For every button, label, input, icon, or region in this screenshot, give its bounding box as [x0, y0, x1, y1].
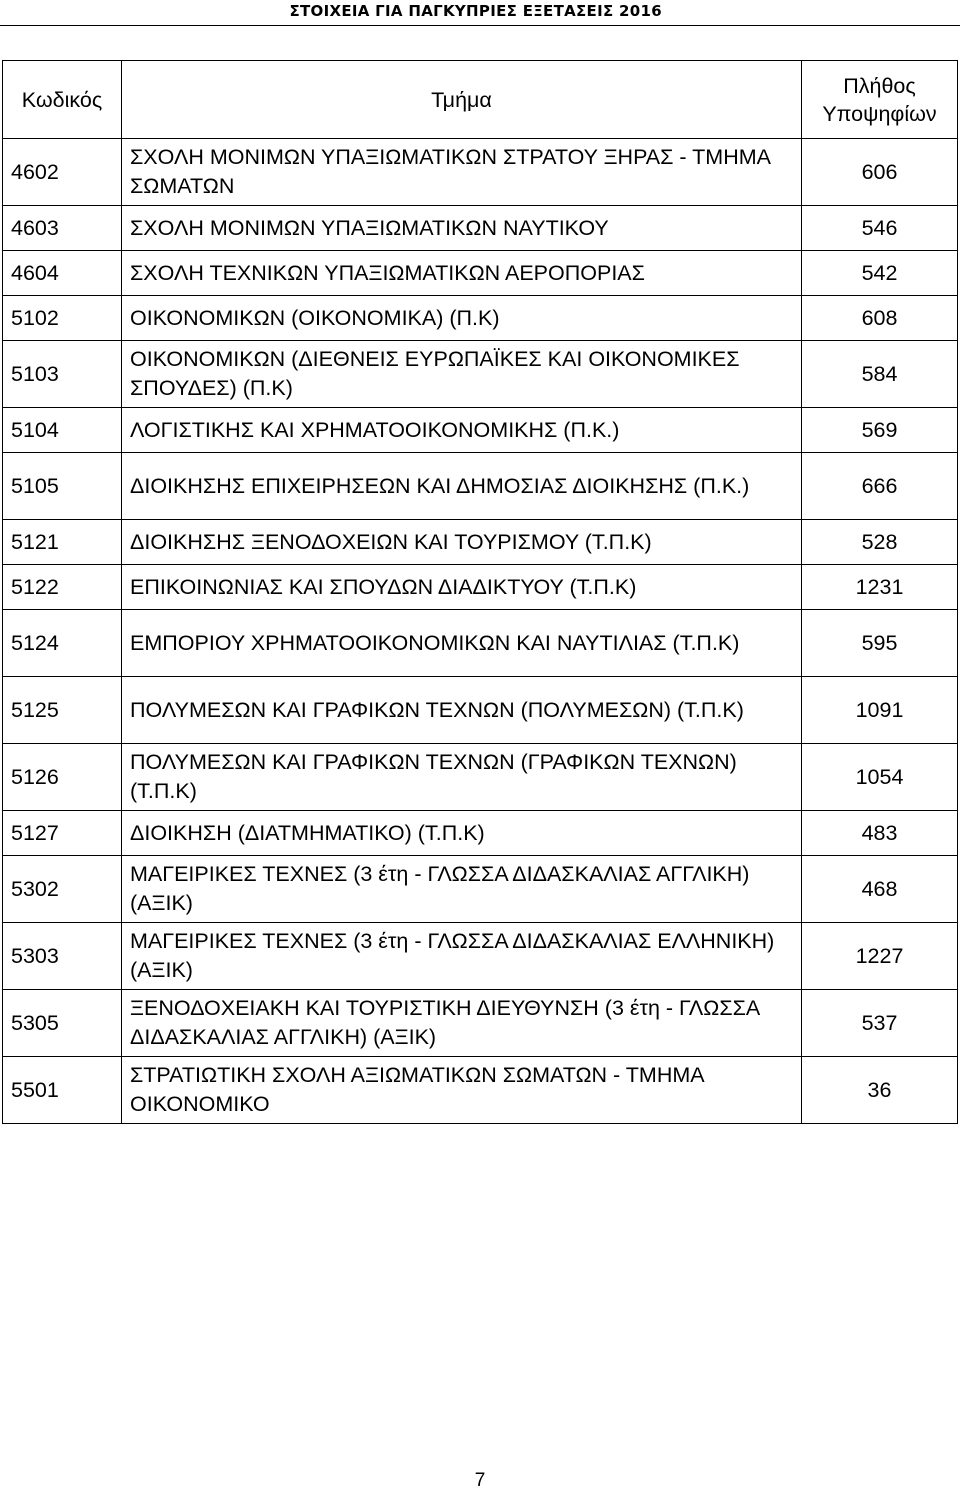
candidates-cell: 483 — [802, 811, 958, 856]
candidates-cell: 606 — [802, 139, 958, 206]
code-cell: 4602 — [3, 139, 122, 206]
table-row — [3, 341, 958, 408]
code-cell: 5125 — [3, 677, 122, 744]
code-cell: 5501 — [3, 1057, 122, 1124]
code-cell: 4604 — [3, 251, 122, 296]
candidates-cell: 666 — [802, 453, 958, 520]
header-rule — [0, 25, 960, 26]
table-row — [3, 251, 958, 296]
code-cell: 5305 — [3, 990, 122, 1057]
code-cell: 5105 — [3, 453, 122, 520]
department-cell: ΕΜΠΟΡΙΟΥ ΧΡΗΜΑΤΟΟΙΚΟΝΟΜΙΚΩΝ ΚΑΙ ΝΑΥΤΙΛΙΑΣ (Τ.Π.Κ) — [122, 610, 802, 677]
candidates-cell: 537 — [802, 990, 958, 1057]
department-cell: ΔΙΟΙΚΗΣΗΣ ΕΠΙΧΕΙΡΗΣΕΩΝ ΚΑΙ ΔΗΜΟΣΙΑΣ ΔΙΟΙΚΗΣΗΣ (Π.Κ.) — [122, 453, 802, 520]
table-row — [3, 811, 958, 856]
candidates-cell: 584 — [802, 341, 958, 408]
code-cell: 5103 — [3, 341, 122, 408]
departments-table — [2, 60, 958, 1124]
code-cell: 5124 — [3, 610, 122, 677]
page-number: 7 — [474, 1470, 486, 1491]
code-cell: 5126 — [3, 744, 122, 811]
table-row — [3, 990, 958, 1057]
table-row — [3, 744, 958, 811]
table-row — [3, 139, 958, 206]
candidates-cell: 1054 — [802, 744, 958, 811]
table-row — [3, 565, 958, 610]
candidates-cell: 468 — [802, 856, 958, 923]
table-row — [3, 206, 958, 251]
candidates-cell: 1091 — [802, 677, 958, 744]
running-header-title: ΣΤΟΙΧΕΙΑ ΓΙΑ ΠΑΓΚΥΠΡΙΕΣ ΕΞΕΤΑΣΕΙΣ 2016 — [289, 2, 662, 20]
department-cell: ΛΟΓΙΣΤΙΚΗΣ ΚΑΙ ΧΡΗΜΑΤΟΟΙΚΟΝΟΜΙΚΗΣ (Π.Κ.) — [122, 408, 802, 453]
table-row — [3, 856, 958, 923]
code-cell: 5303 — [3, 923, 122, 990]
department-cell: ΟΙΚΟΝΟΜΙΚΩΝ (ΟΙΚΟΝΟΜΙΚΑ) (Π.Κ) — [122, 296, 802, 341]
department-cell: ΔΙΟΙΚΗΣΗΣ ΞΕΝΟΔΟΧΕΙΩΝ ΚΑΙ ΤΟΥΡΙΣΜΟΥ (Τ.Π.Κ) — [122, 520, 802, 565]
department-cell: ΜΑΓΕΙΡΙΚΕΣ ΤΕΧΝΕΣ (3 έτη - ΓΛΩΣΣΑ ΔΙΔΑΣΚΑΛΙΑΣ ΕΛΛΗΝΙΚΗ) (ΑΞΙΚ) — [122, 923, 802, 990]
table-header-row — [3, 61, 958, 139]
candidates-cell: 569 — [802, 408, 958, 453]
candidates-cell: 546 — [802, 206, 958, 251]
column-header-department: Τμήμα — [122, 61, 802, 139]
table-row — [3, 610, 958, 677]
table-row — [3, 296, 958, 341]
department-cell: ΕΠΙΚΟΙΝΩΝΙΑΣ ΚΑΙ ΣΠΟΥΔΩΝ ΔΙΑΔΙΚΤΥΟΥ (Τ.Π.Κ) — [122, 565, 802, 610]
candidates-cell: 608 — [802, 296, 958, 341]
code-cell: 5121 — [3, 520, 122, 565]
table-row — [3, 408, 958, 453]
code-cell: 5127 — [3, 811, 122, 856]
table-row — [3, 923, 958, 990]
department-cell: ΣΧΟΛΗ ΤΕΧΝΙΚΩΝ ΥΠΑΞΙΩΜΑΤΙΚΩΝ ΑΕΡΟΠΟΡΙΑΣ — [122, 251, 802, 296]
candidates-cell: 1231 — [802, 565, 958, 610]
column-header-candidates: Πλήθος Υποψηφίων — [802, 61, 958, 139]
code-cell: 4603 — [3, 206, 122, 251]
candidates-cell: 36 — [802, 1057, 958, 1124]
candidates-cell: 542 — [802, 251, 958, 296]
candidates-cell: 1227 — [802, 923, 958, 990]
code-cell: 5302 — [3, 856, 122, 923]
table-row — [3, 677, 958, 744]
table-body — [3, 139, 958, 1124]
table-row — [3, 520, 958, 565]
department-cell: ΣΧΟΛΗ ΜΟΝΙΜΩΝ ΥΠΑΞΙΩΜΑΤΙΚΩΝ ΝΑΥΤΙΚΟΥ — [122, 206, 802, 251]
code-cell: 5104 — [3, 408, 122, 453]
department-cell: ΟΙΚΟΝΟΜΙΚΩΝ (ΔΙΕΘΝΕΙΣ ΕΥΡΩΠΑΪΚΕΣ ΚΑΙ ΟΙΚΟΝΟΜΙΚΕΣ ΣΠΟΥΔΕΣ) (Π.Κ) — [122, 341, 802, 408]
department-cell: ΠΟΛΥΜΕΣΩΝ ΚΑΙ ΓΡΑΦΙΚΩΝ ΤΕΧΝΩΝ (ΠΟΛΥΜΕΣΩΝ) (Τ.Π.Κ) — [122, 677, 802, 744]
department-cell: ΜΑΓΕΙΡΙΚΕΣ ΤΕΧΝΕΣ (3 έτη - ΓΛΩΣΣΑ ΔΙΔΑΣΚΑΛΙΑΣ ΑΓΓΛΙΚΗ) (ΑΞΙΚ) — [122, 856, 802, 923]
department-cell: ΣΤΡΑΤΙΩΤΙΚΗ ΣΧΟΛΗ ΑΞΙΩΜΑΤΙΚΩΝ ΣΩΜΑΤΩΝ - ΤΜΗΜΑ ΟΙΚΟΝΟΜΙΚΟ — [122, 1057, 802, 1124]
table-row — [3, 1057, 958, 1124]
department-cell: ΞΕΝΟΔΟΧΕΙΑΚΗ ΚΑΙ ΤΟΥΡΙΣΤΙΚΗ ΔΙΕΥΘΥΝΣΗ (3 έτη - ΓΛΩΣΣΑ ΔΙΔΑΣΚΑΛΙΑΣ ΑΓΓΛΙΚΗ) (ΑΞΙΚ) — [122, 990, 802, 1057]
table-row — [3, 453, 958, 520]
department-cell: ΠΟΛΥΜΕΣΩΝ ΚΑΙ ΓΡΑΦΙΚΩΝ ΤΕΧΝΩΝ (ΓΡΑΦΙΚΩΝ ΤΕΧΝΩΝ) (Τ.Π.Κ) — [122, 744, 802, 811]
department-cell: ΣΧΟΛΗ ΜΟΝΙΜΩΝ ΥΠΑΞΙΩΜΑΤΙΚΩΝ ΣΤΡΑΤΟΥ ΞΗΡΑΣ - ΤΜΗΜΑ ΣΩΜΑΤΩΝ — [122, 139, 802, 206]
candidates-cell: 595 — [802, 610, 958, 677]
code-cell: 5122 — [3, 565, 122, 610]
department-cell: ΔΙΟΙΚΗΣΗ (ΔΙΑΤΜΗΜΑΤΙΚΟ) (Τ.Π.Κ) — [122, 811, 802, 856]
column-header-code: Κωδικός — [3, 61, 122, 139]
code-cell: 5102 — [3, 296, 122, 341]
candidates-cell: 528 — [802, 520, 958, 565]
